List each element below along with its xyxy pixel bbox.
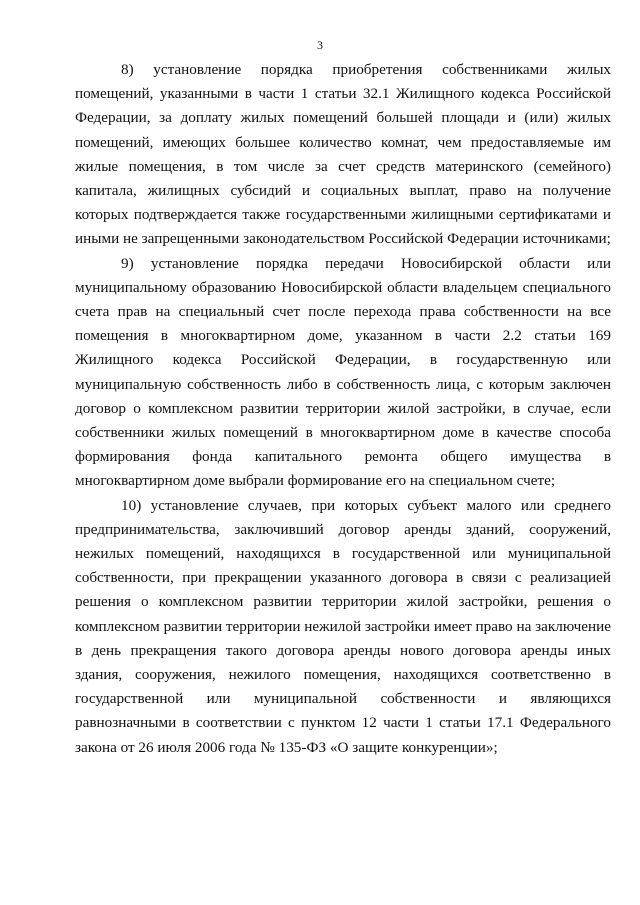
document-body [75,58,611,760]
paragraph-item-10: 10) установление случаев, при которых субъект малого или среднего предпринимательства, заключивший договор аренды зданий, сооружений, нежилых помещений, находящихся в государственной или муниципальной собственности, при прекращении указанного договора в связи с реализацией решения о комплексном развитии территории жилой застройки, решения о комплексном развитии территории нежилой застройки имеет право на заключение в день прекращения такого договора аренды нового договора аренды иных здания, сооружения, нежилого помещения, находящихся соответственно в государственной или муниципальной собственности и являющихся равнозначными в соответствии с пунктом 12 части 1 статьи 17.1 Федерального закона от 26 июля 2006 года № 135-ФЗ «О защите конкуренции»; [75,496,611,756]
page-number: 3 [317,38,323,52]
paragraph-item-9: 9) установление порядка передачи Новосибирской области или муниципальному образованию Новосибирской области владельцем специального счета прав на специальный счет после перехода права собственности на все помещения в многоквартирном доме, указанном в части 2.2 статьи 169 Жилищного кодекса Российской Федерации, в государственную или муниципальную собственность либо в собственность лица, с которым заключен договор о комплексном развитии территории жилой застройки, в случае, если собственники жилых помещений в многоквартирном доме в качестве способа формирования фонда капитального ремонта общего имущества в многоквартирном доме выбрали формирование его на специальном счете; [75,254,611,490]
paragraph-item-8: 8) установление порядка приобретения собственниками жилых помещений, указанными в части 1 статьи 32.1 Жилищного кодекса Российской Федерации, за доплату жилых помещений большей площади и (или) жилых помещений, имеющих большее количество комнат, чем предоставляемые им жилые помещения, в том числе за счет средств материнского (семейного) капитала, жилищных субсидий и социальных выплат, право на получение которых подтверждается также государственными жилищными сертификатами и иными не запрещенными законодательством Российской Федерации источниками; [75,61,611,248]
